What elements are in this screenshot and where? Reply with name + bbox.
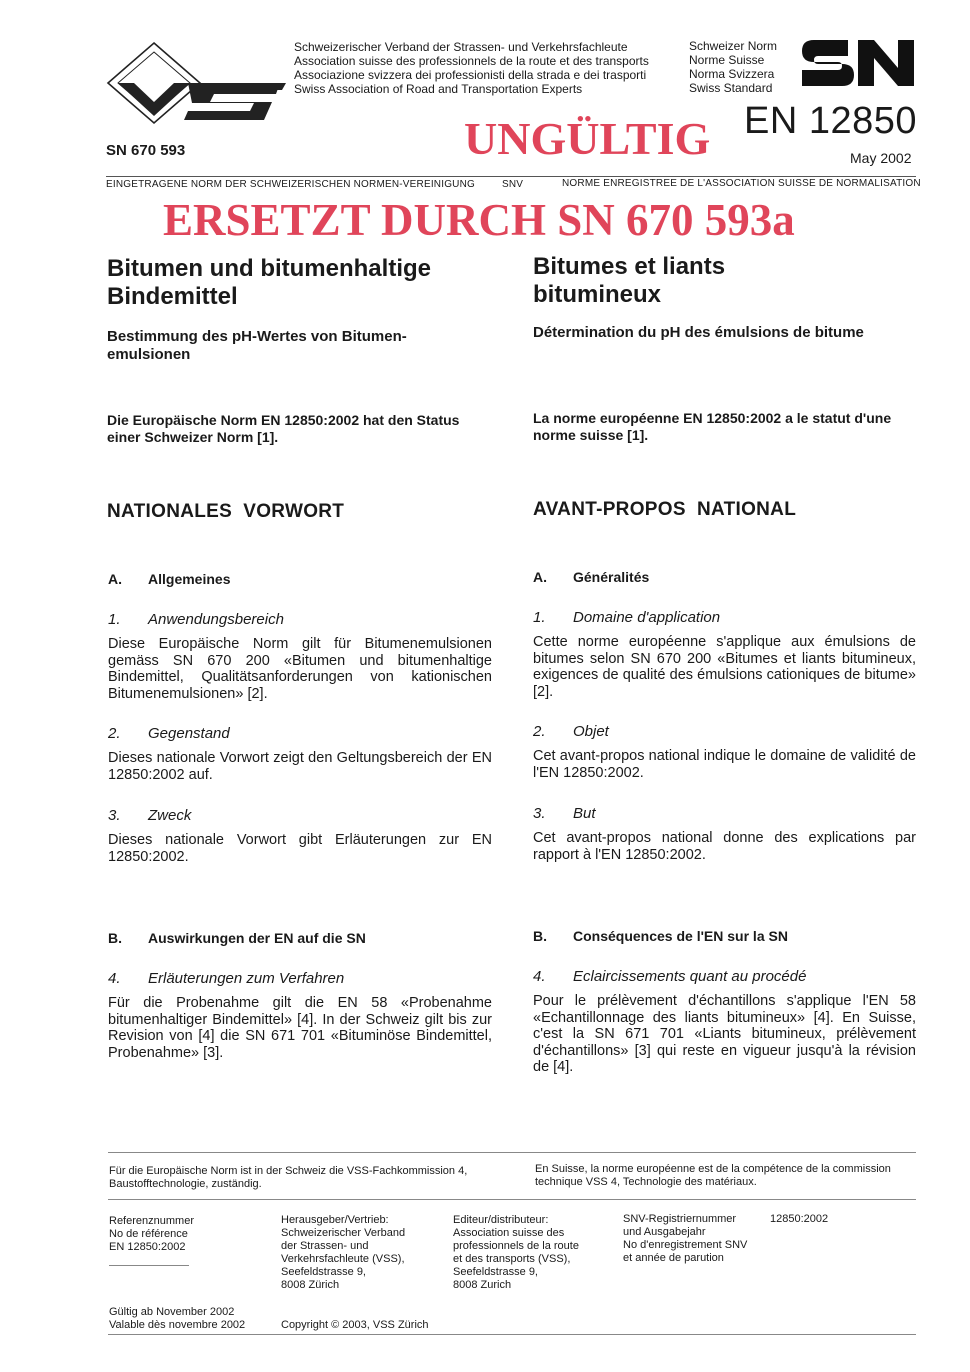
snv-line: SNV-Registriernummer xyxy=(623,1213,737,1225)
foreword-heading-de: NATIONALES VORWORT xyxy=(107,501,345,522)
subsection-2-de-label: Gegenstand xyxy=(148,725,230,742)
reference-rule xyxy=(109,1265,189,1266)
subtitle-de-line-2: emulsionen xyxy=(107,346,191,363)
footer-note-de: Für die Europäische Norm ist in der Schweiz die VSS-Fachkommission 4, Baustofftechnologie, zuständig. xyxy=(109,1165,468,1190)
sn-logo-icon xyxy=(798,30,918,96)
footer-rule-middle xyxy=(108,1199,916,1200)
subsection-3-fr xyxy=(533,805,596,822)
publisher-line: 8008 Zürich xyxy=(281,1279,340,1291)
sn-logo xyxy=(798,30,918,96)
subsection-1-fr-label: Domaine d'application xyxy=(573,609,721,626)
editor-line: professionnels de la route xyxy=(453,1240,579,1252)
norm-type-en: Swiss Standard xyxy=(689,81,773,95)
footer-rule-bottom xyxy=(108,1334,916,1335)
registered-fr: NORME ENREGISTREE DE L'ASSOCIATION SUISSE DE NORMALISATION xyxy=(562,178,921,189)
paragraph-3-fr: Cet avant-propos national donne des explications par rapport à l'EN 12850:2002. xyxy=(533,830,916,863)
subsection-3-fr-label: But xyxy=(573,805,596,822)
title-de-block xyxy=(107,255,487,311)
publisher-line: Seefeldstrasse 9, xyxy=(281,1266,366,1278)
subsection-3-de-label: Zweck xyxy=(148,807,192,824)
footer-rule-top xyxy=(108,1152,916,1153)
subsection-3-fr-number: 3. xyxy=(533,805,546,822)
editor-line: Seefeldstrasse 9, xyxy=(453,1266,538,1278)
editor-line: et des transports (VSS), xyxy=(453,1253,571,1265)
replaced-stamp: ERSETZT DURCH SN 670 593a xyxy=(163,195,795,245)
section-b-fr-number: B. xyxy=(533,928,547,944)
validity xyxy=(109,1306,245,1332)
editor-line: Association suisse des xyxy=(453,1227,565,1239)
subsection-4-fr-number: 4. xyxy=(533,968,546,985)
editor-line: 8008 Zurich xyxy=(453,1279,512,1291)
subsection-4-de-label: Erläuterungen zum Verfahren xyxy=(148,970,345,987)
paragraph-2-fr: Cet avant-propos national indique le domaine de validité de l'EN 12850:2002. xyxy=(533,748,916,781)
subtitle-fr: Détermination du pH des émulsions de bitume xyxy=(533,324,864,341)
paragraph-1-de: Diese Europäische Norm gilt für Bitumenemulsionen gemäss SN 670 200 «Bitumen und bitumenhaltige Bindemittel, Qualitätsanforderungen von kationischen Bitumenemulsionen» [2]. xyxy=(108,636,492,702)
section-b-de-number: B. xyxy=(108,930,122,946)
publisher-line: der Strassen- und xyxy=(281,1240,369,1252)
section-b-fr xyxy=(533,928,788,944)
subsection-1-fr xyxy=(533,609,720,626)
paragraph-1-fr: Cette norme européenne s'applique aux émulsions de bitumes selon SN 670 200 «Bitumes et liants bitumineux, exigences de qualité des émulsions cationiques de bitume» [2]. xyxy=(533,634,916,700)
title-fr: Bitumes et liants bitumineux xyxy=(533,253,726,308)
norm-type-labels xyxy=(689,39,777,95)
title-de: Bitumen und bitumenhaltige Bindemittel xyxy=(107,255,431,310)
subsection-4-fr-label: Eclaircissements quant au procédé xyxy=(573,968,807,985)
subsection-4-de xyxy=(108,970,344,987)
status-fr: La norme européenne EN 12850:2002 a le statut d'une norme suisse [1]. xyxy=(533,410,892,443)
subsection-2-de-number: 2. xyxy=(108,725,121,742)
en-number: EN 12850 xyxy=(744,100,918,142)
snv-registration-value: 12850:2002 xyxy=(770,1213,829,1225)
invalid-stamp: UNGÜLTIG xyxy=(464,113,711,164)
subsection-2-fr xyxy=(533,723,609,740)
registered-de: EINGETRAGENE NORM DER SCHWEIZERISCHEN NORMEN-VEREINIGUNG xyxy=(106,179,476,190)
snv-line: et année de parution xyxy=(623,1252,724,1264)
subsection-1-de-label: Anwendungsbereich xyxy=(148,611,284,628)
association-name-de: Schweizerischer Verband der Strassen- und Verkehrsfachleute xyxy=(294,40,628,54)
paragraph-4-de: Für die Probenahme gilt die EN 58 «Probenahme bitumenhaltiger Bindemittel» [4]. In der Schweiz gilt bis zur Revision von [4] die SN 671 701 «Bituminöse Bindemittel, Probenahme» [3]. xyxy=(108,995,492,1061)
section-a-fr-number: A. xyxy=(533,569,547,585)
subsection-2-fr-number: 2. xyxy=(533,723,546,740)
subsection-4-de-number: 4. xyxy=(108,970,121,987)
subsection-2-fr-label: Objet xyxy=(573,723,609,740)
paragraph-4-fr: Pour le prélèvement d'échantillons s'applique l'EN 58 «Echantillonnage des liants bitumineux» [4]. En Suisse, c'est la SN 671 701 «Liants bitumineux, prélèvement d'échantillons» [3] qui reste en vigueur jusqu'à la révision de [4]. xyxy=(533,993,916,1075)
association-name-en: Swiss Association of Road and Transportation Experts xyxy=(294,82,583,96)
section-a-de-number: A. xyxy=(108,571,122,587)
subsection-2-de xyxy=(108,725,230,742)
section-a-de-label: Allgemeines xyxy=(148,571,231,587)
subsection-3-de-number: 3. xyxy=(108,807,121,824)
section-b-de xyxy=(108,930,366,946)
subsection-1-de xyxy=(108,611,284,628)
vss-logo-icon xyxy=(104,40,286,126)
sn-number: SN 670 593 xyxy=(106,142,186,159)
publisher-fr xyxy=(453,1214,579,1292)
reference-number-label-fr: No de référence xyxy=(109,1228,188,1240)
paragraph-3-de: Dieses nationale Vorwort gibt Erläuterungen zur EN 12850:2002. xyxy=(108,832,492,865)
publisher-line: Verkehrsfachleute (VSS), xyxy=(281,1253,405,1265)
section-b-fr-label: Conséquences de l'EN sur la SN xyxy=(573,928,788,944)
registered-snv: SNV xyxy=(502,179,524,190)
association-names xyxy=(294,40,649,96)
paragraph-2-de: Dieses nationale Vorwort zeigt den Geltungsbereich der EN 12850:2002 auf. xyxy=(108,750,492,783)
publisher-line: Schweizerischer Verband xyxy=(281,1227,406,1239)
foreword-heading-fr: AVANT-PROPOS NATIONAL xyxy=(533,499,797,520)
snv-line: No d'enregistrement SNV xyxy=(623,1239,748,1251)
section-a-fr xyxy=(533,569,649,585)
publication-date: May 2002 xyxy=(850,150,912,166)
subsection-4-fr xyxy=(533,968,806,985)
footer-note-fr: En Suisse, la norme européenne est de la compétence de la commission technique VSS 4, Technologie des matériaux. xyxy=(535,1163,891,1188)
editor-line: Editeur/distributeur: xyxy=(453,1214,549,1226)
snv-line: und Ausgabejahr xyxy=(623,1226,706,1238)
reference-number-value: EN 12850:2002 xyxy=(109,1241,186,1253)
status-de: Die Europäische Norm EN 12850:2002 hat den Status einer Schweizer Norm [1]. xyxy=(107,412,460,445)
publisher-de xyxy=(281,1214,405,1292)
association-name-fr: Association suisse des professionnels de la route et des transports xyxy=(294,54,649,68)
norm-type-it: Norma Svizzera xyxy=(689,67,775,81)
subtitle-de xyxy=(107,328,487,364)
title-fr-block xyxy=(533,253,763,309)
reference-number-label-de: Referenznummer xyxy=(109,1215,194,1227)
section-a-fr-label: Généralités xyxy=(573,569,650,585)
header-rule xyxy=(106,176,916,177)
section-a-de xyxy=(108,571,230,587)
norm-type-de: Schweizer Norm xyxy=(689,39,778,53)
copyright: Copyright © 2003, VSS Zürich xyxy=(281,1319,429,1331)
association-name-it: Associazione svizzera dei professionisti della strada e dei trasporti xyxy=(294,68,647,82)
publisher-line: Herausgeber/Vertrieb: xyxy=(281,1214,389,1226)
subsection-1-fr-number: 1. xyxy=(533,609,546,626)
subsection-3-de xyxy=(108,807,191,824)
section-b-de-label: Auswirkungen der EN auf die SN xyxy=(148,930,366,946)
snv-registration xyxy=(623,1213,747,1265)
vss-logo xyxy=(104,40,286,126)
validity-fr: Valable dès novembre 2002 xyxy=(109,1319,246,1331)
subtitle-de-line-1: Bestimmung des pH-Wertes von Bitumen- xyxy=(107,328,407,345)
validity-de: Gültig ab November 2002 xyxy=(109,1306,235,1318)
subsection-1-de-number: 1. xyxy=(108,611,121,628)
reference-number xyxy=(109,1215,194,1254)
norm-type-fr: Norme Suisse xyxy=(689,53,765,67)
